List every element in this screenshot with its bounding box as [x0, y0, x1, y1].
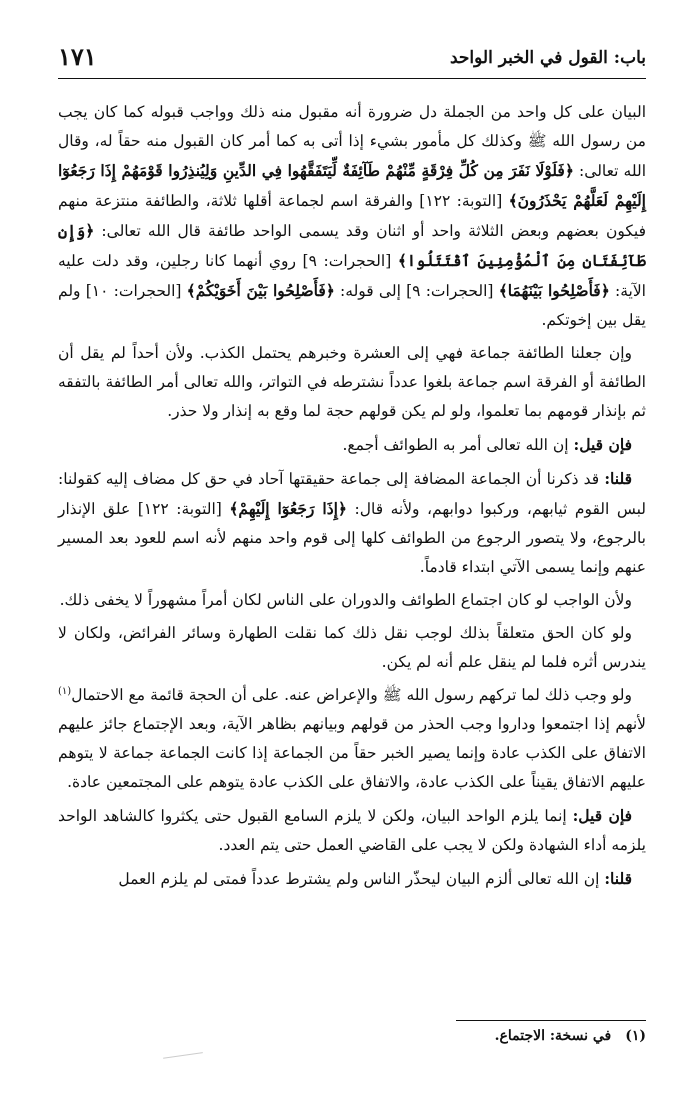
- paragraph-text: وإن جعلنا الطائفة جماعة فهي إلى العشرة وخبرهم يحتمل الكذب. ولأن أحداً لم يقل أن الطائفة أو الفرقة اسم جماعة بلغوا عدداً نشترطه في التواتر، والله تعالى أمر الطائفة بالتفقه ثم بإنذار قومهم بما تعلموا، ولو لم يكن قولهم حجة لما وقع به إنذار ولا حذر.: [58, 344, 646, 420]
- footnote-text: في نسخة: الاجتماع.: [494, 1028, 612, 1044]
- paragraph: [58, 619, 646, 677]
- chapter-title: باب: القول في الخبر الواحد: [449, 48, 646, 68]
- page-header: [58, 40, 646, 79]
- paragraph: [58, 681, 646, 797]
- paragraph-text: [الحجرات: ١٠] ولم يقل بين إخوتكم.: [58, 282, 646, 329]
- paragraph-text: إنما يلزم الواحد البيان، ولكن لا يلزم السامع القبول حتى يكثروا كالشاهد الواحد يلزمه أداء الشهادة ولكن لا يجب على القاضي العمل حتى يتم العدد.: [58, 807, 646, 854]
- footnote-number: (١): [625, 1028, 646, 1044]
- paragraph: [58, 586, 646, 615]
- paragraph-text: البيان على كل واحد من الجملة دل ضرورة أنه مقبول منه ذلك وواجب قبوله كما كان يجب من رسول الله ﷺ وكذلك كل مأمور بشيء إذا أتى به كما أمر كان القبول منه حقاً له، وقال الله تعالى:: [58, 103, 647, 180]
- paragraph: [58, 864, 646, 894]
- paragraph-lead: فإن قيل:: [572, 806, 632, 825]
- quran-verse: ﴿فَأَصْلِحُوا بَيْنَهُمَا﴾: [498, 281, 610, 300]
- paragraph-text: [التوبة: ١٢٢] علق الإنذار بالرجوع، ولا يتصور الرجوع من الطوائف كلها إلى قوم واحد منهم لأنه اسم للعود بعد المسير عنهم وإنما يسمى الآتي ابتداء قادماً.: [58, 500, 646, 576]
- paragraph: [58, 339, 646, 426]
- paragraph-text: لأنهم إذا اجتمعوا وداروا وجب الحذر من قولهم وبيانهم بظاهر الآية، وبعد الإجتماع جائز عليهم الاتفاق على الكذب عادة وإنما يصير الخبر حقاً من الجماعة إذا كانت الجماعة جماعة لا يتوهم عليهم الاتفاق يقيناً على الكذب عادة، والاتفاق على الكذب عادة يتوهم على المجتمعين عادة.: [58, 715, 646, 791]
- paragraph-text: إن الله تعالى أمر به الطوائف أجمع.: [342, 436, 574, 454]
- quran-verse: ﴿إِذَا رَجَعُوٓا إِلَيْهِمْ﴾: [229, 499, 347, 518]
- paragraph-lead: قلنا:: [604, 469, 632, 488]
- paragraph-text: قد ذكرنا أن الجماعة المضافة إلى جماعة حقيقتها آحاد في حق كل مضاف إليه كقولنا: لبس القوم ثيابهم، وركبوا دوابهم، ولأنه قال:: [58, 470, 646, 518]
- paragraph-text: [الحجرات: ٩] إلى قوله:: [334, 282, 499, 300]
- body-text: [58, 98, 646, 898]
- footnote-reference: (١): [58, 685, 72, 697]
- paragraph-text: ولأن الواجب لو كان اجتماع الطوائف والدوران على الناس لكان أمراً مشهوراً لا يخفى ذلك.: [59, 591, 632, 609]
- footnote: [58, 1028, 646, 1044]
- quran-verse: ﴿وَإِن طَآئِفَتَانِ مِنَ ٱلْمُؤْمِنِينَ ٱقْتَتَلُوا﴾: [58, 221, 646, 270]
- paragraph-text: ولو وجب ذلك لما تركهم رسول الله ﷺ والإعراض عنه. على أن الحجة قائمة مع الاحتمال: [71, 686, 632, 704]
- quran-verse: ﴿فَأَصْلِحُوا بَيْنَ أَخَوَيْكُمْ﴾: [186, 281, 335, 300]
- paragraph-text: [الحجرات: ٩] روي أنهما كانا رجلين، وقد دلت عليه الآية:: [58, 252, 646, 300]
- paragraph-text: [التوبة: ١٢٢] والفرقة اسم لجماعة أقلها ثلاثة، والطائفة منتزعة منهم فيكون بعضهم وبعض الثلاثة واحد أو اثنان وقد يسمى الواحد طائفة قال الله تعالى:: [58, 192, 646, 240]
- paragraph-text: ولو كان الحق متعلقاً بذلك لوجب نقل ذلك كما نقلت الطهارة وسائر الفرائض، ولكان لا يندرس أثره فلما لم ينقل علم أنه لم يكن.: [58, 624, 646, 671]
- paragraph-lead: فإن قيل:: [573, 435, 632, 454]
- footnote-divider: [456, 1020, 646, 1021]
- quran-verse: ﴿فَلَوْلَا نَفَرَ مِن كُلِّ فِرْقَةٍ مِّنْهُمْ طَآئِفَةٌ لِّيَتَفَقَّهُوا فِي الدِّينِ وَلِيُنذِرُوا قَوْمَهُمْ إِذَا رَجَعُوٓا إِلَيْهِمْ لَعَلَّهُمْ يَحْذَرُونَ﴾: [58, 161, 646, 210]
- paragraph: [58, 464, 646, 582]
- page-number: ١٧١: [58, 42, 97, 71]
- paragraph-lead: قلنا:: [604, 869, 632, 888]
- paragraph: [58, 98, 646, 335]
- paragraph-text: إن الله تعالى ألزم البيان ليحذّر الناس ولم يشترط عدداً فمتى لم يلزم العمل: [118, 870, 605, 888]
- paragraph: [58, 430, 646, 460]
- paragraph: [58, 801, 646, 860]
